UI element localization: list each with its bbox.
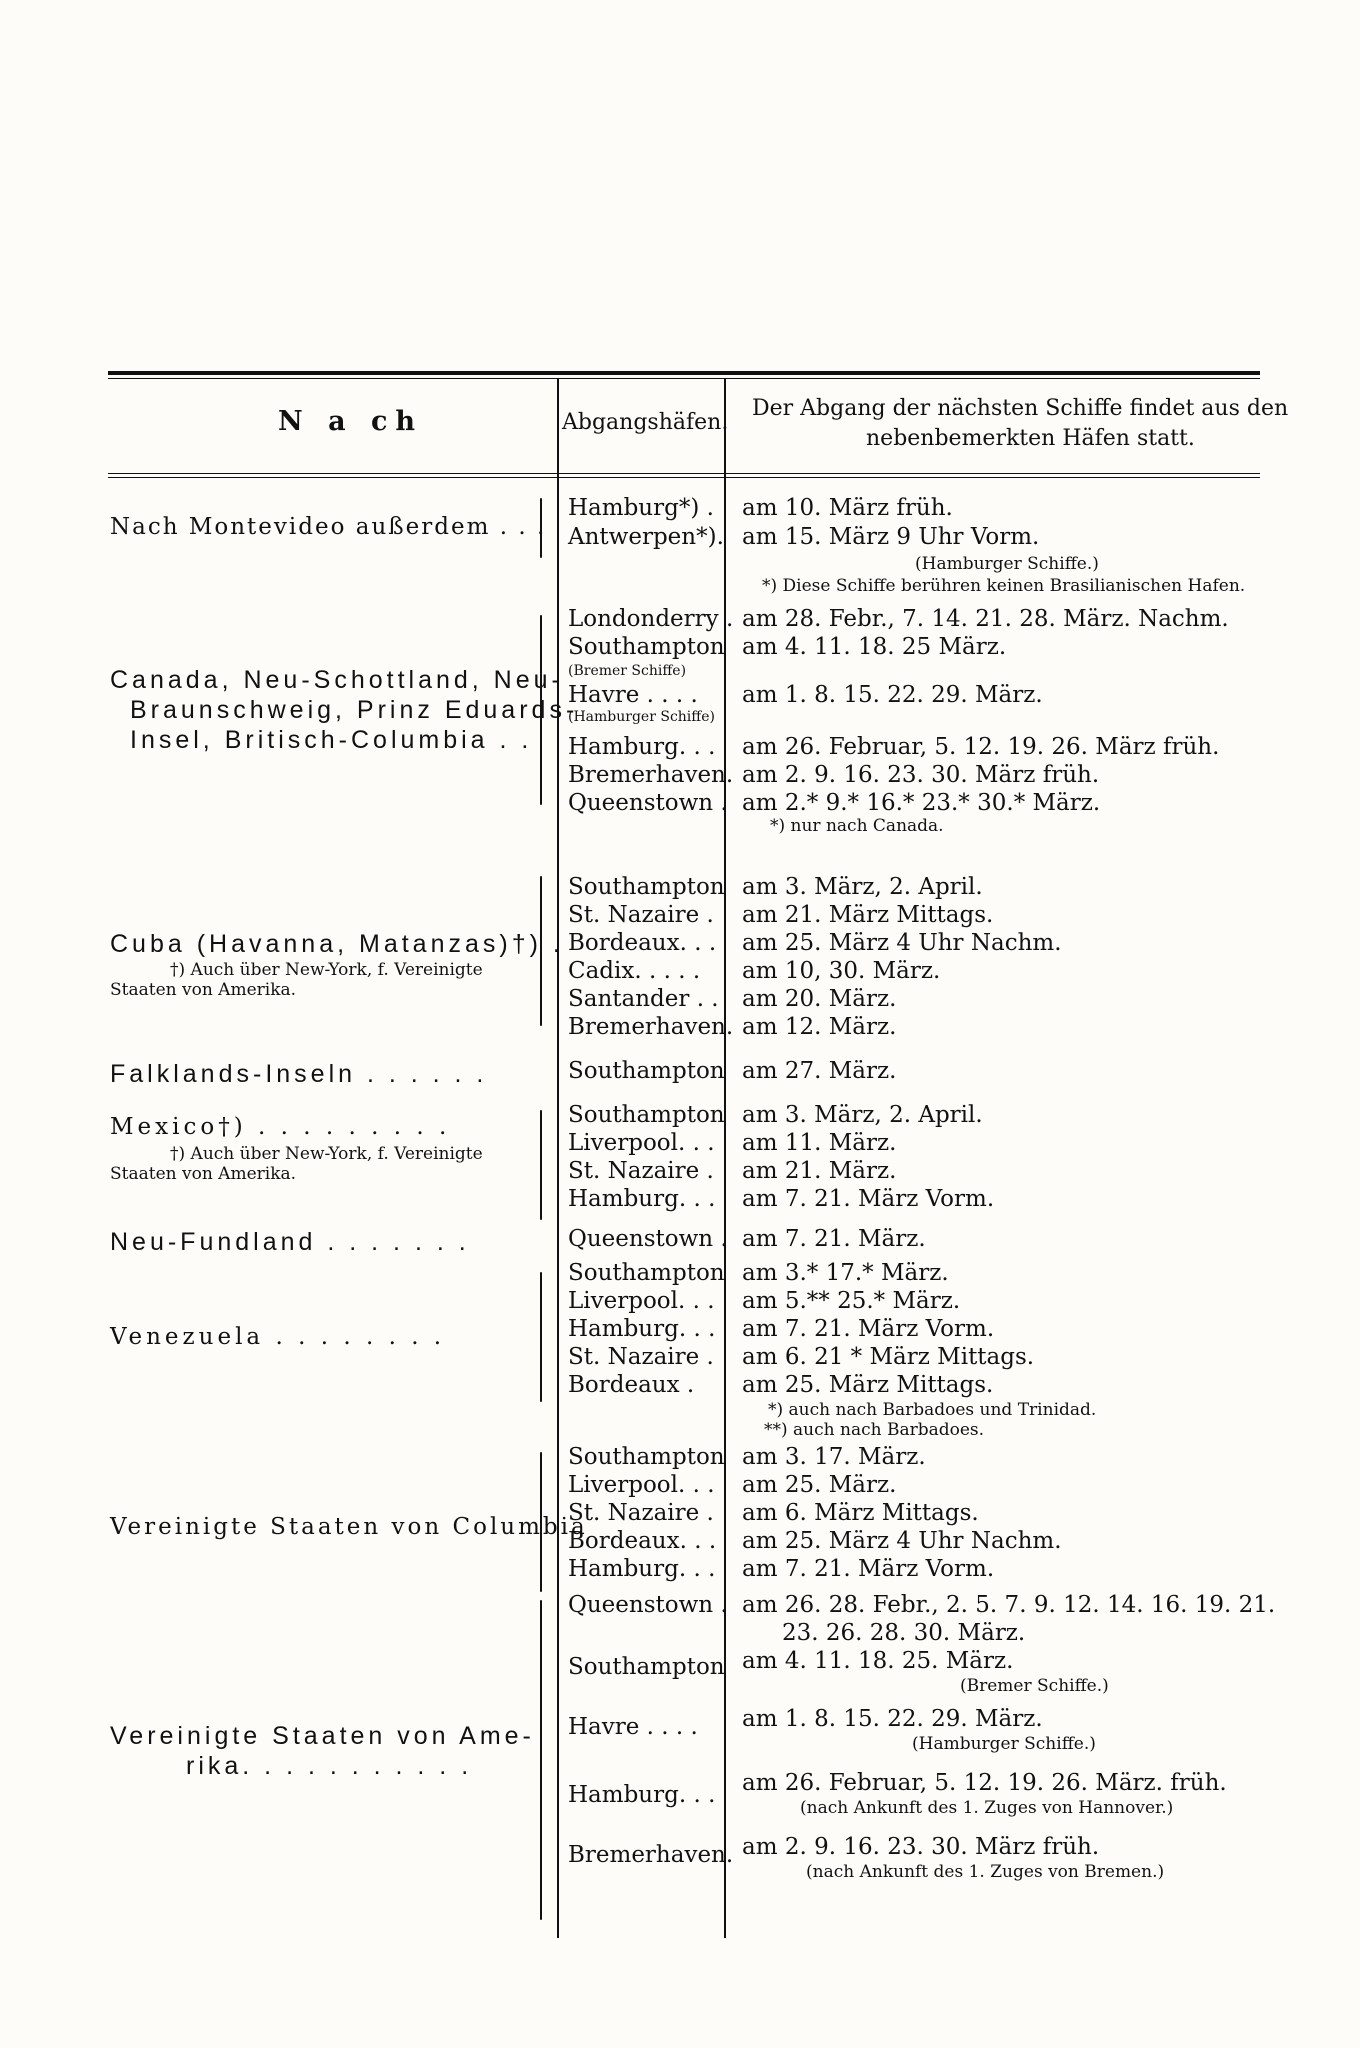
departure: am 6. März Mittags. bbox=[742, 1500, 979, 1526]
dest-canada-line1: Canada, Neu-Schottland, Neu- bbox=[110, 666, 564, 694]
dest-note: †) Auch über New-York, f. Vereinigte bbox=[170, 960, 483, 980]
header-departure-line1: Der Abgang der nächsten Schiffe findet aus den bbox=[752, 396, 1289, 421]
port: Bremerhaven. bbox=[568, 762, 734, 788]
port: Southampton bbox=[568, 1058, 725, 1084]
departure: am 12. März. bbox=[742, 1014, 897, 1040]
departure: am 6. 21 * März Mittags. bbox=[742, 1344, 1035, 1370]
note: (Hamburger Schiffe.) bbox=[915, 554, 1099, 574]
port: Queenstown . bbox=[568, 790, 728, 816]
dest-cuba: Cuba (Havanna, Matanzas)†) . bbox=[110, 930, 564, 958]
departure: am 7. 21. März Vorm. bbox=[742, 1186, 995, 1212]
departure: am 28. Febr., 7. 14. 21. 28. März. Nachm. bbox=[742, 606, 1229, 632]
port: Londonderry . bbox=[568, 606, 734, 632]
departure: am 4. 11. 18. 25. März. bbox=[742, 1648, 1014, 1674]
departure: am 5.** 25.* März. bbox=[742, 1288, 961, 1314]
port: Hamburg*) . bbox=[568, 495, 714, 521]
port: Southampton bbox=[568, 1654, 725, 1680]
header-rule-2 bbox=[108, 477, 1260, 478]
port: Liverpool. . . bbox=[568, 1472, 715, 1498]
brace-usa bbox=[540, 1600, 542, 1920]
header-rule bbox=[108, 473, 1260, 474]
departure: am 7. 21. März Vorm. bbox=[742, 1556, 995, 1582]
note: (nach Ankunft des 1. Zuges von Hannover.) bbox=[800, 1798, 1174, 1818]
port-note: (Hamburger Schiffe) bbox=[568, 709, 715, 725]
header-departure-line2: nebenbemerkten Häfen statt. bbox=[866, 426, 1195, 451]
dest-columbia: Vereinigte Staaten von Columbia bbox=[110, 1514, 588, 1540]
port: Southampton bbox=[568, 634, 725, 660]
brace-montevideo bbox=[540, 498, 542, 558]
departure: am 3.* 17.* März. bbox=[742, 1260, 949, 1286]
note: (Hamburger Schiffe.) bbox=[912, 1734, 1096, 1754]
dest-usa-line2: rika. . . . . . . . . . . bbox=[186, 1752, 473, 1780]
port: Cadix. . . . . bbox=[568, 958, 701, 984]
brace-canada bbox=[540, 615, 542, 805]
header-destination: N a ch bbox=[278, 406, 424, 437]
dest-mexico: Mexico†) . . . . . . . . . bbox=[110, 1114, 451, 1140]
departure: am 26. Februar, 5. 12. 19. 26. März. früh. bbox=[742, 1770, 1227, 1796]
dest-note: Staaten von Amerika. bbox=[110, 980, 297, 1000]
dest-montevideo: Nach Montevideo außerdem . . . bbox=[110, 514, 547, 540]
top-rule-thick bbox=[108, 371, 1260, 375]
note: (Bremer Schiffe.) bbox=[960, 1676, 1109, 1696]
departure: am 2. 9. 16. 23. 30. März früh. bbox=[742, 762, 1100, 788]
port: Hamburg. . . bbox=[568, 1782, 716, 1808]
column-divider-1 bbox=[557, 378, 559, 1938]
departure: am 4. 11. 18. 25 März. bbox=[742, 634, 1007, 660]
departure: am 10, 30. März. bbox=[742, 958, 941, 984]
port: Bordeaux . bbox=[568, 1372, 695, 1398]
dest-note: Staaten von Amerika. bbox=[110, 1164, 297, 1184]
departure: am 21. März Mittags. bbox=[742, 902, 994, 928]
dest-newfoundland: Neu-Fundland . . . . . . . bbox=[110, 1228, 470, 1256]
port: Southampton bbox=[568, 1102, 725, 1128]
port: Queenstown . bbox=[568, 1226, 728, 1252]
port: St. Nazaire . bbox=[568, 1158, 714, 1184]
departure: am 2. 9. 16. 23. 30. März früh. bbox=[742, 1834, 1100, 1860]
note: *) auch nach Barbadoes und Trinidad. bbox=[768, 1400, 1097, 1420]
port: Bordeaux. . . bbox=[568, 1528, 717, 1554]
dest-note: †) Auch über New-York, f. Vereinigte bbox=[170, 1144, 483, 1164]
port: St. Nazaire . bbox=[568, 1344, 714, 1370]
port: St. Nazaire . bbox=[568, 902, 714, 928]
departure: am 15. März 9 Uhr Vorm. bbox=[742, 524, 1040, 550]
departure: am 26. Februar, 5. 12. 19. 26. März früh. bbox=[742, 734, 1220, 760]
port: Hamburg. . . bbox=[568, 734, 716, 760]
port: Hamburg. . . bbox=[568, 1186, 716, 1212]
port: Bremerhaven. bbox=[568, 1842, 734, 1868]
port: Liverpool. . . bbox=[568, 1130, 715, 1156]
port: Havre . . . . bbox=[568, 682, 698, 708]
departure: am 1. 8. 15. 22. 29. März. bbox=[742, 682, 1043, 708]
brace-mexico bbox=[540, 1110, 542, 1220]
port: Southampton bbox=[568, 1260, 725, 1286]
dest-falklands: Falklands-Inseln . . . . . . bbox=[110, 1060, 488, 1088]
brace-cuba bbox=[540, 876, 542, 1026]
departure: am 27. März. bbox=[742, 1058, 897, 1084]
brace-columbia bbox=[540, 1452, 542, 1592]
departure: am 25. März 4 Uhr Nachm. bbox=[742, 930, 1062, 956]
departure: am 20. März. bbox=[742, 986, 897, 1012]
note: *) nur nach Canada. bbox=[770, 816, 944, 836]
departure: am 21. März. bbox=[742, 1158, 897, 1184]
port: Hamburg. . . bbox=[568, 1556, 716, 1582]
dest-canada-line3: Insel, Britisch-Columbia . . bbox=[130, 726, 533, 754]
departure: am 7. 21. März Vorm. bbox=[742, 1316, 995, 1342]
port: Southampton bbox=[568, 1444, 725, 1470]
departure: am 1. 8. 15. 22. 29. März. bbox=[742, 1706, 1043, 1732]
departure: am 3. März, 2. April. bbox=[742, 874, 983, 900]
port: Bremerhaven. bbox=[568, 1014, 734, 1040]
port: Liverpool. . . bbox=[568, 1288, 715, 1314]
dest-canada-line2: Braunschweig, Prinz Eduards- bbox=[130, 696, 579, 724]
note: (nach Ankunft des 1. Zuges von Bremen.) bbox=[806, 1862, 1165, 1882]
port: Hamburg. . . bbox=[568, 1316, 716, 1342]
port: St. Nazaire . bbox=[568, 1500, 714, 1526]
port: Southampton bbox=[568, 874, 725, 900]
top-rule-thin bbox=[108, 378, 1260, 379]
port: Santander . . bbox=[568, 986, 719, 1012]
note: **) auch nach Barbadoes. bbox=[764, 1420, 985, 1440]
departure: am 7. 21. März. bbox=[742, 1226, 926, 1252]
dest-venezuela: Venezuela . . . . . . . . bbox=[110, 1324, 446, 1350]
dest-usa-line1: Vereinigte Staaten von Ame- bbox=[110, 1722, 535, 1750]
departure: 23. 26. 28. 30. März. bbox=[782, 1620, 1026, 1646]
departure: am 25. März. bbox=[742, 1472, 897, 1498]
departure: am 25. März 4 Uhr Nachm. bbox=[742, 1528, 1062, 1554]
departure: am 2.* 9.* 16.* 23.* 30.* März. bbox=[742, 790, 1101, 816]
departure: am 3. März, 2. April. bbox=[742, 1102, 983, 1128]
departure: am 25. März Mittags. bbox=[742, 1372, 994, 1398]
departure: am 3. 17. März. bbox=[742, 1444, 926, 1470]
departure: am 26. 28. Febr., 2. 5. 7. 9. 12. 14. 16. 19. 21. bbox=[742, 1592, 1276, 1618]
header-ports: Abgangshäfen. bbox=[562, 410, 729, 435]
departure: am 10. März früh. bbox=[742, 495, 953, 521]
brace-venezuela bbox=[540, 1272, 542, 1402]
port: Queenstown . bbox=[568, 1592, 728, 1618]
port-note: (Bremer Schiffe) bbox=[568, 663, 687, 679]
port: Bordeaux. . . bbox=[568, 930, 717, 956]
port: Antwerpen*). bbox=[568, 524, 724, 550]
departure: am 11. März. bbox=[742, 1130, 897, 1156]
port: Havre . . . . bbox=[568, 1714, 698, 1740]
note: *) Diese Schiffe berühren keinen Brasilianischen Hafen. bbox=[762, 576, 1246, 596]
